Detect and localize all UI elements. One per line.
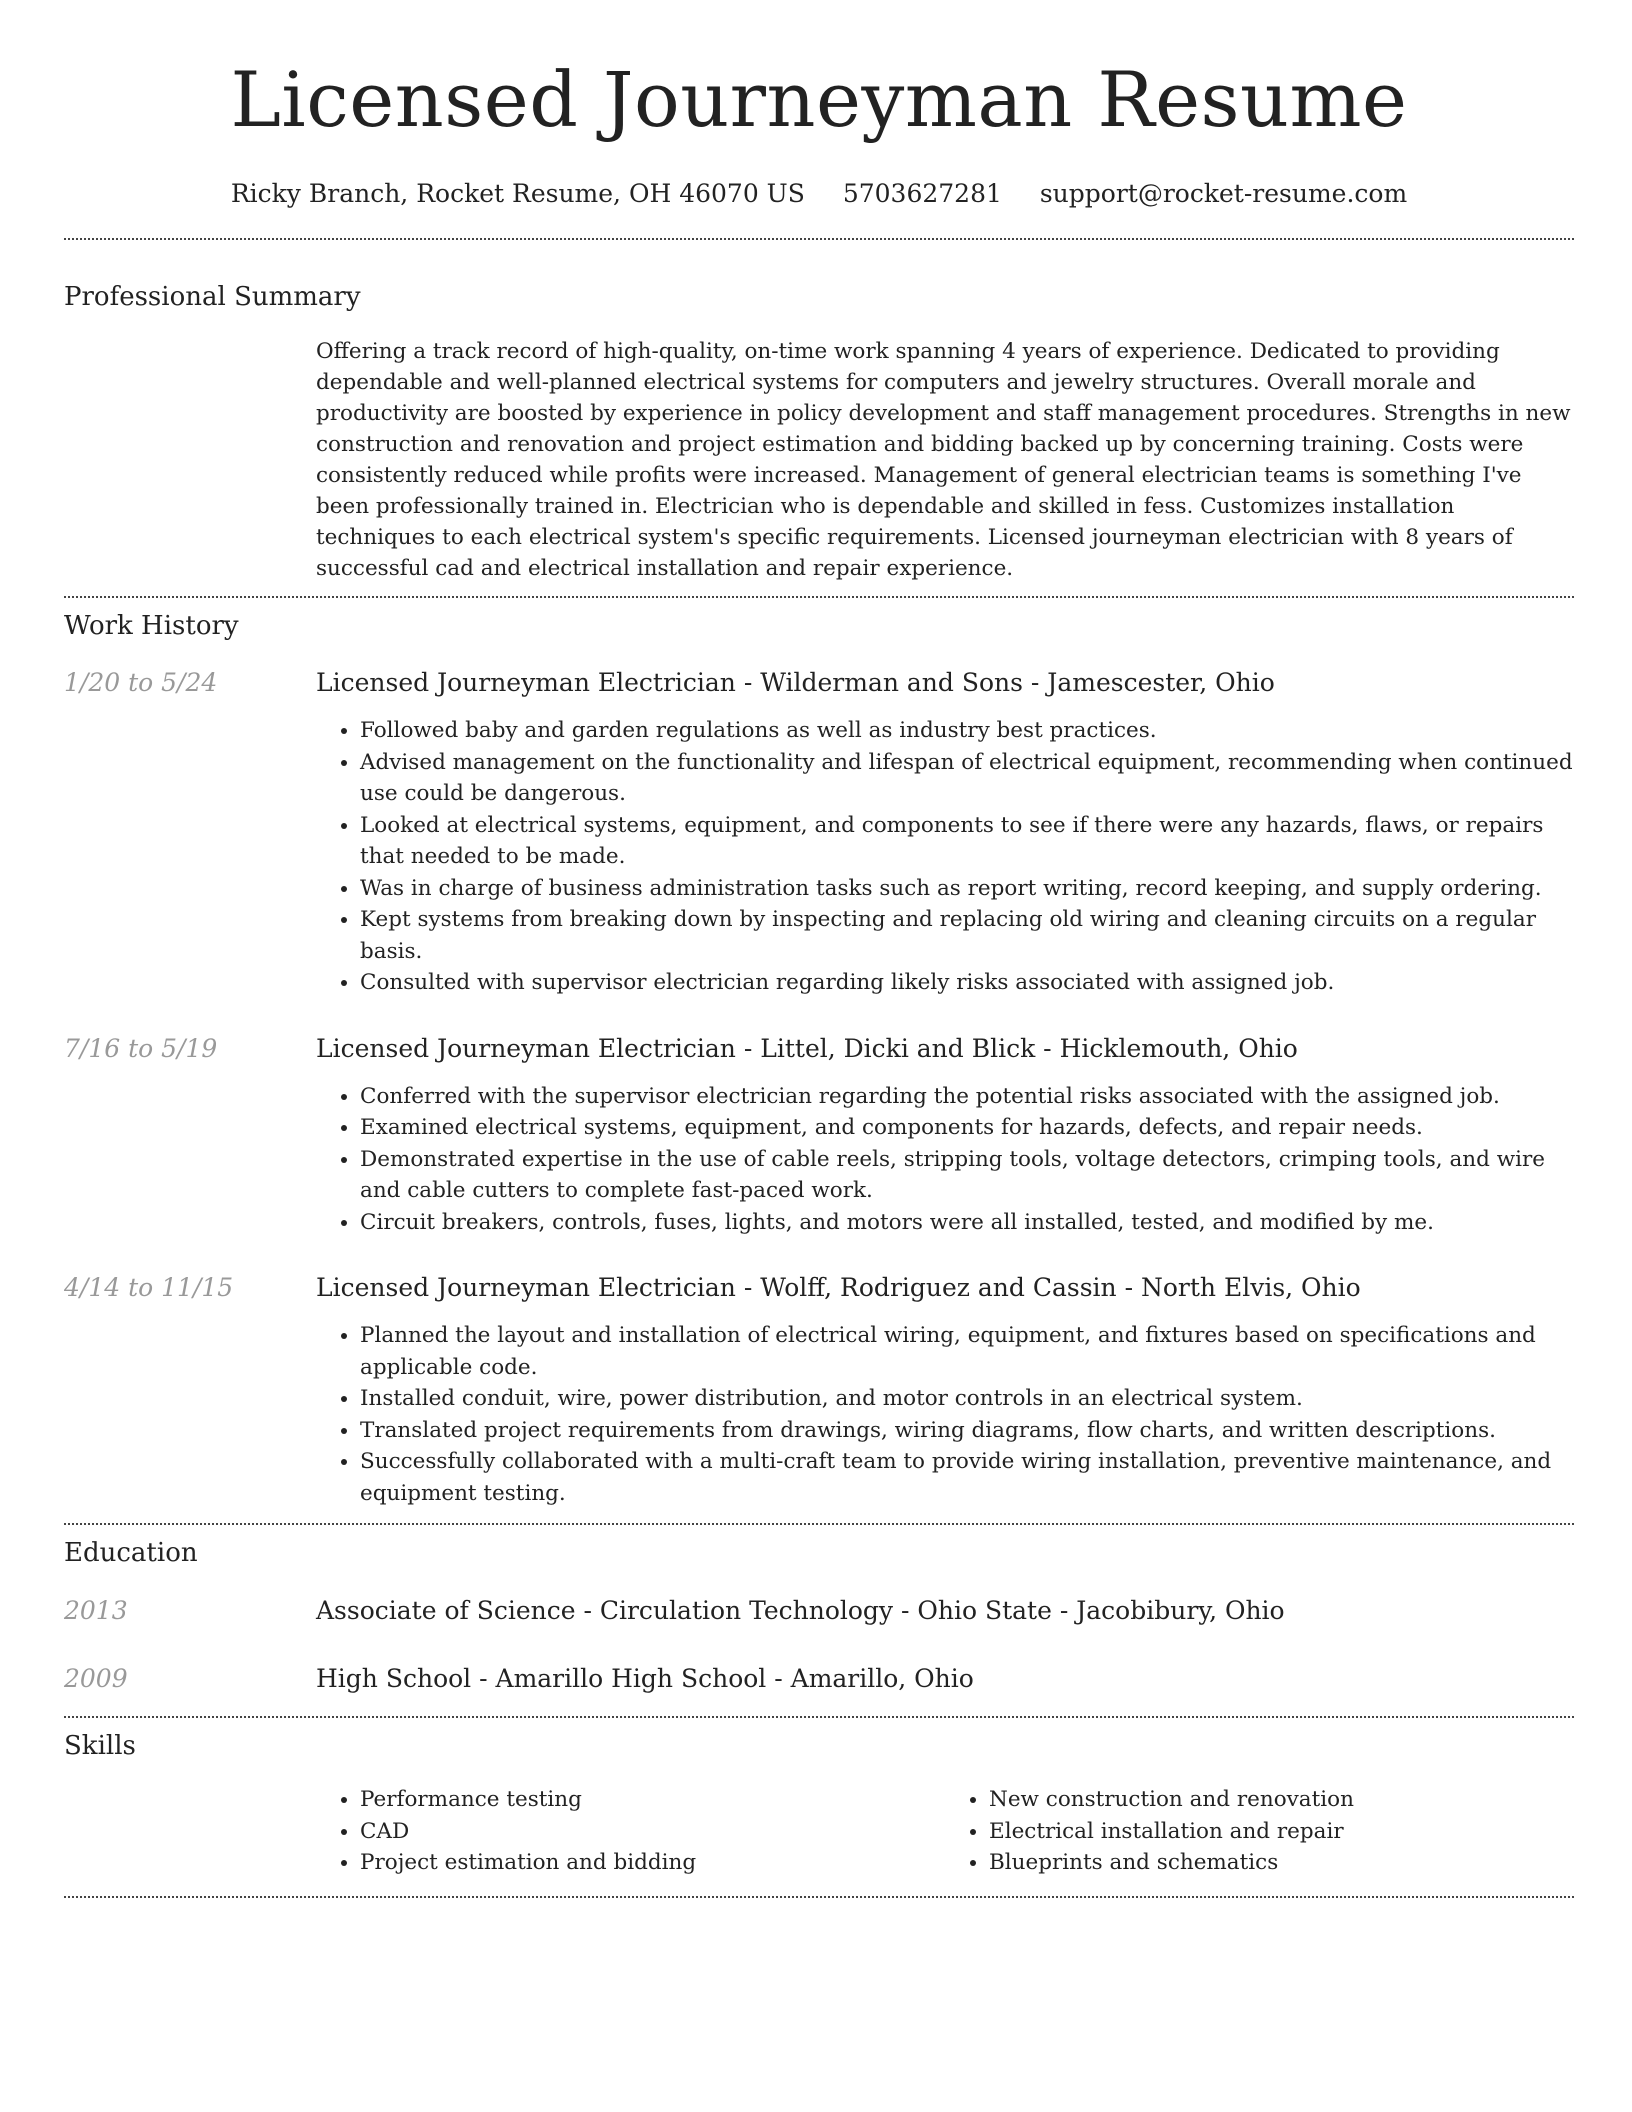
list-item: • Successfully collaborated with a multi-craft team to provide wiring installation, preventive maintenance, and equipment testing. [360,1446,1574,1509]
list-item: • Translated project requirements from drawings, wiring diagrams, flow charts, and written descriptions. [360,1415,1574,1447]
section-title-summary: Professional Summary [64,282,361,312]
list-item: • Followed baby and garden regulations as well as industry best practices. [360,715,1574,747]
job-heading: Licensed Journeyman Electrician - Wilderman and Sons - Jamescester, Ohio [316,668,1275,697]
education-year: 2009 [64,1664,128,1693]
education-entry [64,1663,1574,1695]
section-title-skills: Skills [64,1731,136,1761]
job-bullets [316,1081,1574,1239]
divider [64,1716,1574,1718]
list-item: • Circuit breakers, controls, fuses, lights, and motors were all installed, tested, and modified by me. [360,1207,1574,1239]
section-title-education: Education [64,1538,198,1568]
list-item: • Examined electrical systems, equipment, and components for hazards, defects, and repair needs. [360,1112,1574,1144]
divider [64,1523,1574,1525]
skills-list-left [316,1784,945,1879]
divider [64,238,1574,240]
skills-grid [316,1784,1574,1879]
job-dates: 1/20 to 5/24 [64,668,218,697]
list-item: • Was in charge of business administration tasks such as report writing, record keeping, and supply ordering. [360,873,1574,905]
list-item: • Kept systems from breaking down by inspecting and replacing old wiring and cleaning circuits on a regular basis. [360,904,1574,967]
skill-item: • Performance testing [360,1784,945,1816]
divider [64,1896,1574,1898]
skill-item: • Blueprints and schematics [989,1847,1574,1879]
skill-item: • CAD [360,1816,945,1848]
job-entry [64,1272,1574,1509]
skill-item: • New construction and renovation [989,1784,1574,1816]
list-item: • Planned the layout and installation of electrical wiring, equipment, and fixtures based on specifications and applicable code. [360,1320,1574,1383]
education-year: 2013 [64,1596,128,1625]
job-dates: 4/14 to 11/15 [64,1273,234,1302]
list-item: • Conferred with the supervisor electrician regarding the potential risks associated with the assigned job. [360,1081,1574,1113]
resume-page [64,0,1574,1898]
skill-item: • Electrical installation and repair [989,1816,1574,1848]
list-item: • Advised management on the functionality and lifespan of electrical equipment, recommending when continued use could be dangerous. [360,747,1574,810]
summary-block [316,336,1574,584]
job-heading: Licensed Journeyman Electrician - Littel, Dicki and Blick - Hicklemouth, Ohio [316,1033,1298,1063]
list-item: • Looked at electrical systems, equipment, and components to see if there were any hazards, flaws, or repairs that needed to be made. [360,810,1574,873]
skills-list-right [945,1784,1574,1879]
divider [64,596,1574,598]
contact-phone: 5703627281 [842,179,1002,208]
contact-line [64,178,1574,210]
education-heading: Associate of Science - Circulation Technology - Ohio State - Jacobibury, Ohio [316,1596,1285,1625]
summary-text: Offering a track record of high-quality, on-time work spanning 4 years of experience. Dedicated to providing dependable and well-planned electrical systems for computers and jewelry structures. Overall morale and productivity are boosted by experience in policy development and staff management procedures. Strengths in new construction and renovation and project estimation and bidding backed up by concerning training. Costs were consistently reduced while profits were increased. Management of general electrician teams is something I've been professionally trained in. Electrician who is dependable and skilled in fess. Customizes installation techniques to each electrical system's specific requirements. Licensed journeyman electrician with 8 years of successful cad and electrical installation and repair experience. [316,339,1571,581]
list-item: • Demonstrated expertise in the use of cable reels, stripping tools, voltage detectors, crimping tools, and wire and cable cutters to complete fast-paced work. [360,1144,1574,1207]
skill-item: • Project estimation and bidding [360,1847,945,1879]
job-heading: Licensed Journeyman Electrician - Wolff, Rodriguez and Cassin - North Elvis, Ohio [316,1273,1361,1302]
job-dates: 7/16 to 5/19 [64,1033,218,1063]
contact-email: support@rocket-resume.com [1039,179,1408,208]
job-bullets [316,715,1574,999]
resume-title: Licensed Journeyman Resume [230,55,1408,144]
job-bullets [316,1320,1574,1509]
job-entry [64,1033,1574,1239]
contact-address: Ricky Branch, Rocket Resume, OH 46070 US [230,179,805,208]
job-entry [64,667,1574,999]
education-heading: High School - Amarillo High School - Amarillo, Ohio [316,1664,974,1693]
education-entry [64,1595,1574,1627]
list-item: • Installed conduit, wire, power distribution, and motor controls in an electrical system. [360,1383,1574,1415]
list-item: • Consulted with supervisor electrician regarding likely risks associated with assigned job. [360,967,1574,999]
section-title-work: Work History [64,611,239,641]
